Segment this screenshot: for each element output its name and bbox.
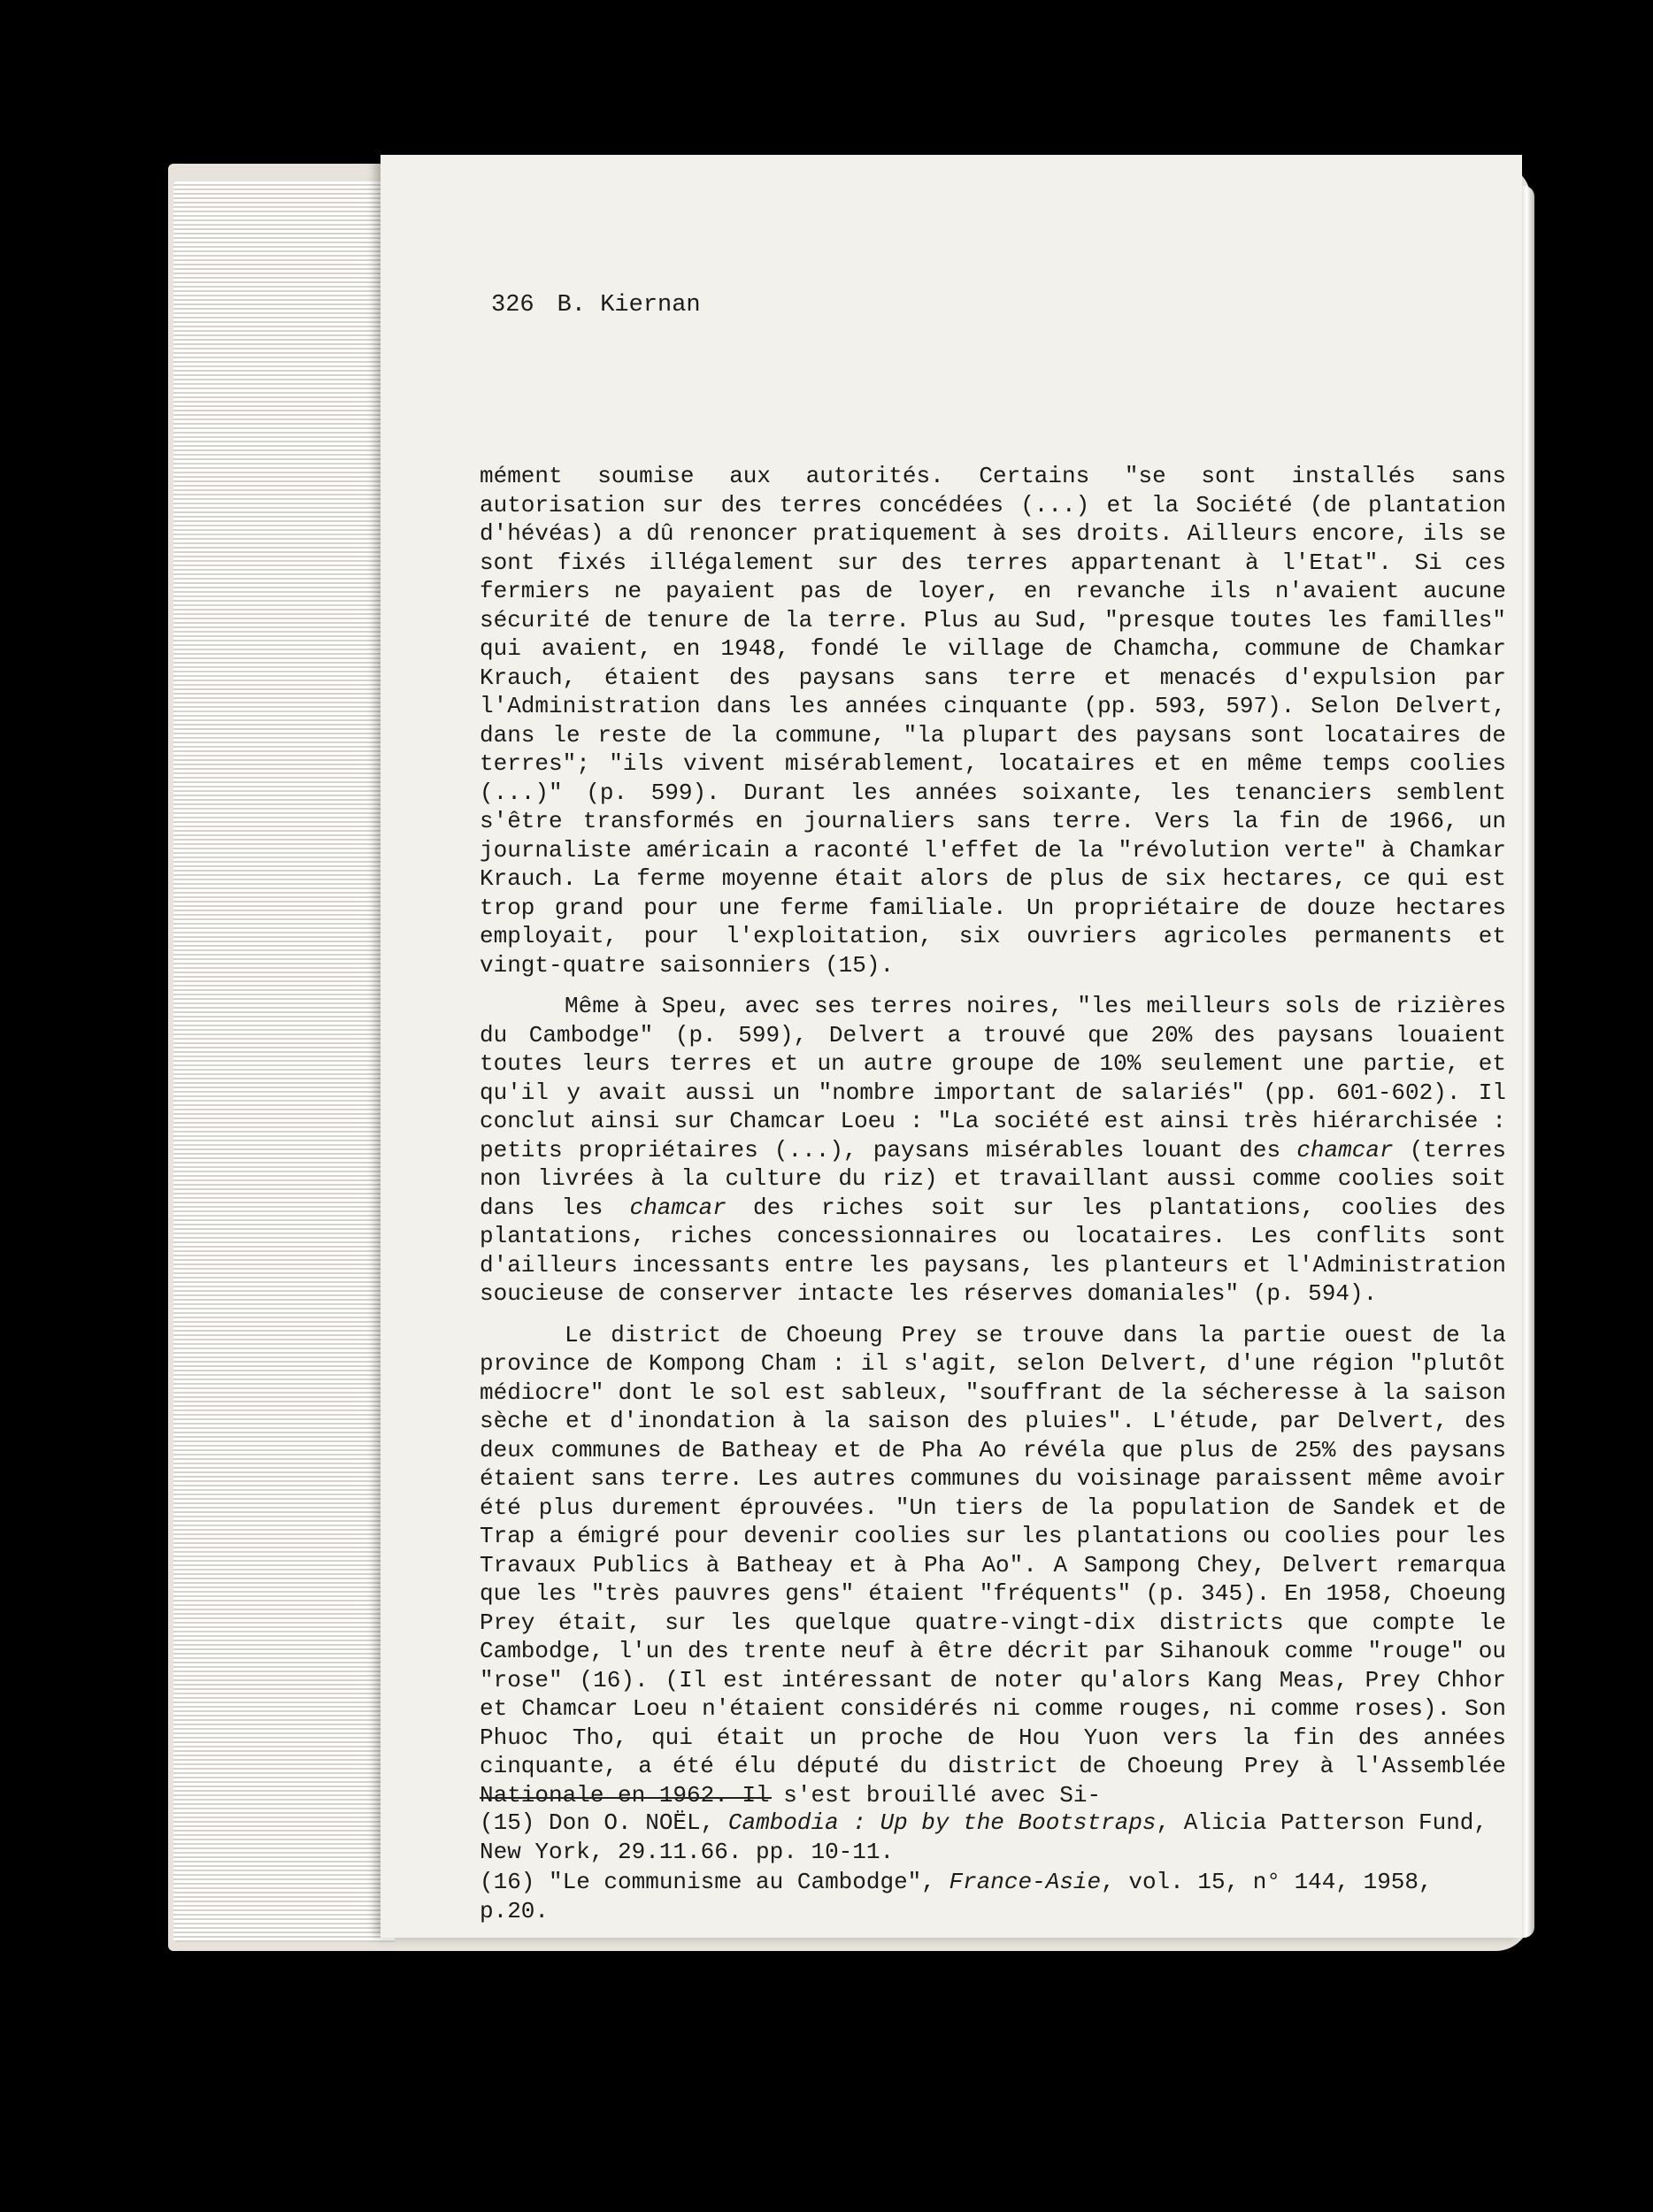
running-author: B. Kiernan	[557, 292, 701, 319]
footnote-15-part-a: (15) Don O. NOËL,	[480, 1809, 728, 1836]
term-chamcar: chamcar	[1296, 1136, 1394, 1164]
paragraph-1: mément soumise aux autorités. Certains "se sont installés sans autorisation sur des terres concédées (...) et la Société (de plantation d'hévéas) a dû renoncer pratiquement à ses droits. Ailleurs encore, ils se sont fixés illégalement sur des terres appartenant à l'Etat". Si ces fermiers ne payaient pas de loyer, en revanche ils n'avaient aucune sécurité de tenure de la terre. Plus au Sud, "presque toutes les familles" qui avaient, en 1948, fondé le village de Chamcha, commune de Chamkar Krauch, étaient des paysans sans terre et menacés d'expulsion par l'Administration dans les années cinquante (pp. 593, 597). Selon Delvert, dans le reste de la commune, "la plupart des paysans sont locataires de terres"; "ils vivent misérablement, locataires et en même temps coolies (...)" (p. 599). Durant les années soixante, les tenanciers semblent s'être transformés en journaliers sans terre. Vers la fin de 1966, un journaliste américain a raconté l'effet de la "révolution verte" à Chamkar Krauch. La ferme moyenne était alors de plus de six hectares, ce qui est trop grand pour une ferme familiale. Un propriétaire de douze hectares employait, pour l'exploitation, six ouvriers agricoles permanents et vingt-quatre saisonniers (15).	[480, 463, 1506, 979]
running-header	[491, 292, 701, 319]
footnote-15	[480, 1809, 1506, 1868]
term-chamcar: chamcar	[629, 1194, 727, 1221]
footnote-16-part-a: (16) "Le communisme au Cambodge",	[480, 1868, 950, 1895]
paragraph-2-part-b: (terres non livrées à la culture du riz) et travaillant aussi comme coolies soit dans les	[480, 1136, 1506, 1221]
paragraph-2	[480, 992, 1506, 1309]
footnote-16-part-b: , vol. 15, n° 144, 1958, p.20.	[480, 1868, 1433, 1924]
footnote-16	[480, 1868, 1506, 1927]
footnote-divider	[480, 1797, 772, 1799]
paragraph-3: Le district de Choeung Prey se trouve dans la partie ouest de la province de Kompong Cham : il s'agit, selon Delvert, d'une région "plutôt médiocre" dont le sol est sableux, "souffrant de la sécheresse à la saison sèche et d'inondation à la saison des pluies". L'étude, par Delvert, des deux communes de Batheay et de Pha Ao révéla que plus de 25% des paysans étaient sans terre. Les autres communes du voisinage paraissent même avoir été plus durement éprouvées. "Un tiers de la population de Sandek et de Trap a émigré pour devenir coolies sur les plantations ou coolies pour les Travaux Publics à Batheay et à Pha Ao". A Sampong Chey, Delvert remarqua que les "très pauvres gens" étaient "fréquents" (p. 345). En 1958, Choeung Prey était, sur les quelque quatre-vingt-dix districts que compte le Cambodge, l'un des trente neuf à être décrit par Sihanouk comme "rouge" ou "rose" (16). (Il est intéressant de noter qu'alors Kang Meas, Prey Chhor et Chamcar Loeu n'étaient considérés ni comme rouges, ni comme roses). Son Phuoc Tho, qui était un proche de Hou Yuon vers la fin des années cinquante, a été élu député du district de Choeung Prey à l'Assemblée Nationale en 1962. Il s'est brouillé avec Si-	[480, 1321, 1506, 1809]
page-stack-edges	[173, 181, 395, 1942]
footnotes	[480, 1809, 1506, 1926]
main-text	[480, 462, 1506, 1822]
paragraph-2-part-c: des riches soit sur les plantations, coolies des plantations, riches concessionnaires ou locataires. Les conflits sont d'ailleurs incessants entre les paysans, les planteurs et l'Administration soucieuse de conserver intacte les réserves domaniales" (p. 594).	[480, 1194, 1506, 1307]
paragraph-2-part-a: Même à Speu, avec ses terres noires, "les meilleurs sols de rizières du Cambodge" (p. 599), Delvert a trouvé que 20% des paysans louaient toutes leurs terres et un autre groupe de 10% seulement une partie, et qu'il y avait aussi un "nombre important de salariés" (pp. 601-602). Il conclut ainsi sur Chamcar Loeu : "La société est ainsi très hiérarchisée : petits propriétaires (...), paysans misérables louant des	[480, 993, 1506, 1164]
footnote-15-title: Cambodia : Up by the Bootstraps	[727, 1809, 1157, 1836]
footnote-16-title: France-Asie	[949, 1868, 1102, 1895]
footnote-15-part-b: , Alicia Patterson Fund, New York, 29.11.66. pp. 10-11.	[480, 1809, 1488, 1866]
page-number: 326	[491, 292, 534, 319]
